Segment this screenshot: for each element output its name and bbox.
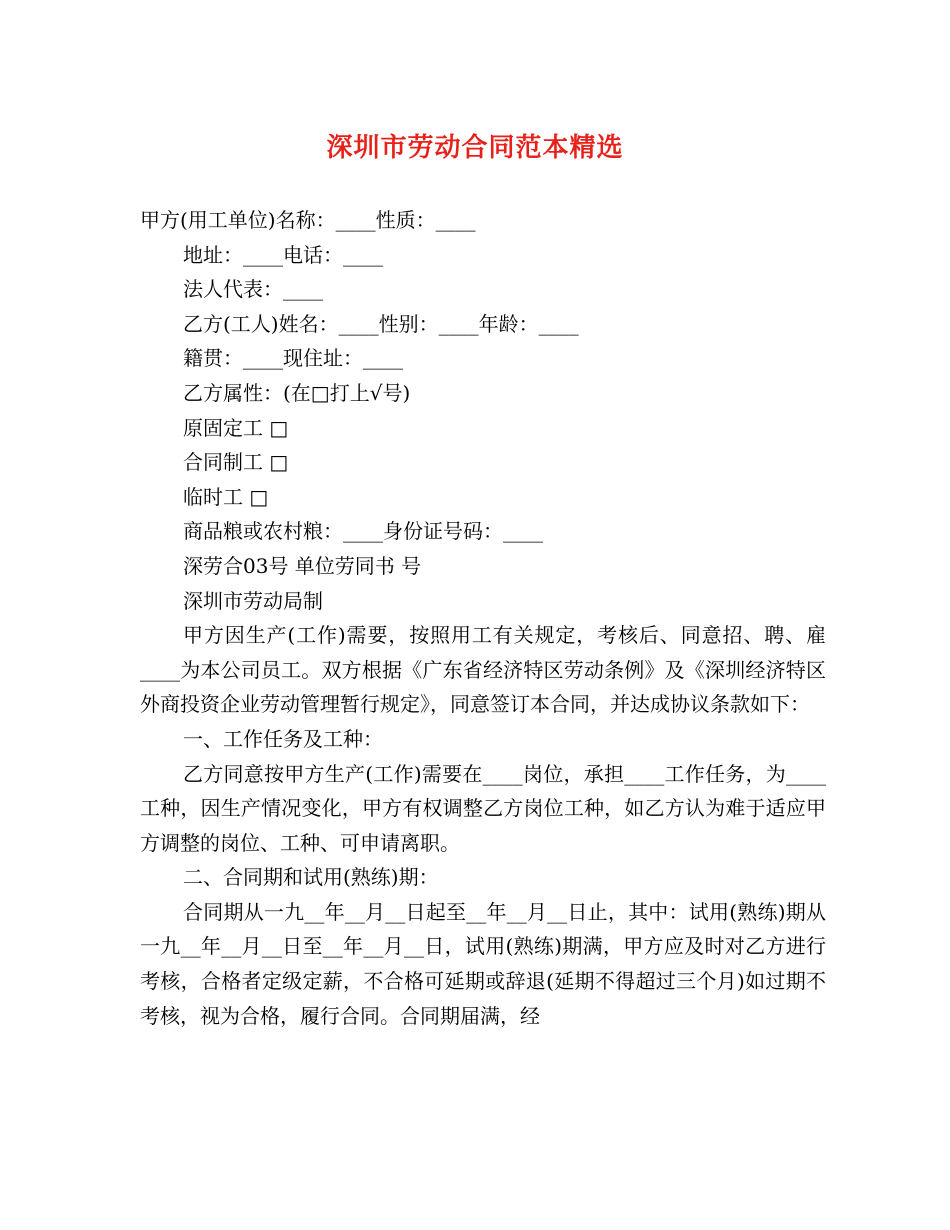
- checkbox-line-temporary-worker: 临时工 □: [183, 484, 269, 509]
- header-line-party-b-attribute: 乙方属性：(在□打上√号): [183, 380, 411, 405]
- header-line-party-a: 甲方(用工单位)名称：____性质：____: [140, 208, 476, 232]
- header-line-issuer: 深圳市劳动局制: [183, 588, 323, 613]
- header-line-address: 地址：____电话：____: [183, 242, 383, 267]
- header-line-party-b: 乙方(工人)姓名：____性别：____年龄：____: [183, 311, 579, 336]
- header-line-legal-rep: 法人代表：____: [183, 277, 323, 302]
- paragraph-work-tasks: 乙方同意按甲方生产(工作)需要在____岗位，承担____工作任务，为____工种，因生产情况变化，甲方有权调整乙方岗位工种，如乙方认为难于适应甲方调整的岗位、工种、可申请离职。: [140, 761, 826, 855]
- checkbox-line-permanent-worker: 原固定工 □: [183, 415, 289, 440]
- header-line-grain-id: 商品粮或农村粮：____身份证号码：____: [183, 519, 543, 544]
- checkbox-line-contract-worker: 合同制工 □: [183, 450, 289, 475]
- document-body: [140, 203, 826, 1033]
- section-heading-work-tasks: 一、工作任务及工种：: [183, 726, 383, 751]
- header-line-contract-number: 深劳合03号 单位劳同书 号: [183, 553, 422, 578]
- paragraph-contract-period: 合同期从一九__年__月__日起至__年__月__日止，其中：试用(熟练)期从一九__年__月__日至__年__月__日，试用(熟练)期满，甲方应及时对乙方进行考核，合格者定级定薪，不合格可延期或辞退(延期不得超过三个月)如过期不考核，视为合格，履行合同。合同期届满，经: [140, 899, 826, 1028]
- header-line-native-place: 籍贯：____现住址：____: [183, 346, 403, 371]
- document-title: 深圳市劳动合同范本精选: [326, 133, 624, 163]
- section-heading-contract-period: 二、合同期和试用(熟练)期：: [183, 865, 439, 890]
- paragraph-preamble: 甲方因生产(工作)需要，按照用工有关规定，考核后、同意招、聘、雇____为本公司员工。双方根据《广东省经济特区劳动条例》及《深圳经济特区外商投资企业劳动管理暂行规定》，同意签订本合同，并达成协议条款如下：: [140, 623, 826, 717]
